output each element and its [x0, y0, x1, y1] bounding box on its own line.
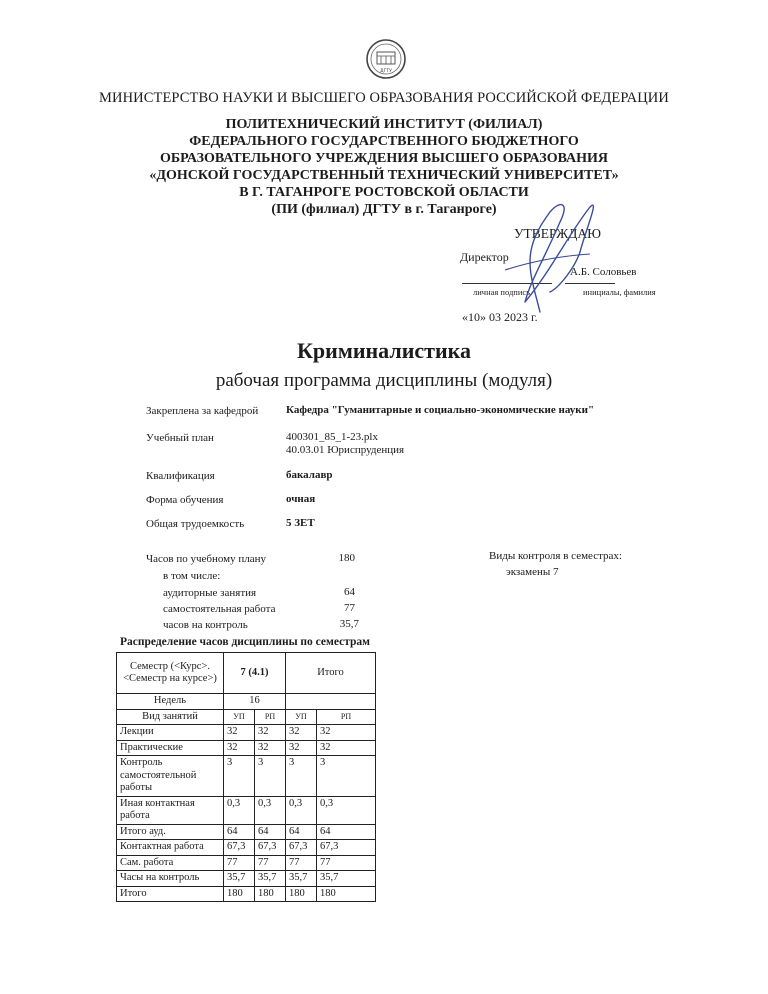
- cell: 0,3: [286, 796, 317, 824]
- cell: 35,7: [224, 871, 255, 887]
- row-label: Итого ауд.: [117, 824, 224, 840]
- cell: 67,3: [224, 840, 255, 856]
- cell: 64: [224, 824, 255, 840]
- info-value: бакалавр: [286, 469, 333, 481]
- hours-including-label: в том числе:: [163, 570, 221, 582]
- info-value-secondary: 40.03.01 Юриспруденция: [286, 444, 405, 456]
- hours-item-value: 77: [344, 602, 355, 614]
- cell: 67,3: [255, 840, 286, 856]
- row-label: Контактная работа: [117, 840, 224, 856]
- total-header: Итого: [286, 653, 376, 694]
- info-label: Учебный план: [146, 432, 214, 444]
- row-label: Сам. работа: [117, 855, 224, 871]
- table-row: [117, 709, 376, 725]
- sub-header: РП: [317, 709, 376, 725]
- director-name: А.Б. Соловьев: [570, 266, 637, 278]
- cell: 180: [224, 886, 255, 902]
- cell: 32: [255, 740, 286, 756]
- table-row: [117, 840, 376, 856]
- sub-header: УП: [286, 709, 317, 725]
- control-label: Виды контроля в семестрах:: [489, 550, 622, 562]
- table-row: [117, 756, 376, 797]
- cell: 77: [255, 855, 286, 871]
- weeks-label: Недель: [117, 694, 224, 710]
- director-label: Директор: [460, 250, 509, 264]
- cell: 32: [224, 725, 255, 741]
- distribution-title: Распределение часов дисциплины по семестрам: [120, 636, 370, 648]
- table-row: [117, 796, 376, 824]
- table-row: [117, 886, 376, 902]
- sub-header: УП: [224, 709, 255, 725]
- university-logo: [365, 38, 407, 80]
- cell: 64: [255, 824, 286, 840]
- row-label: Итого: [117, 886, 224, 902]
- cell: 3: [317, 756, 376, 797]
- discipline-title: Криминалистика: [296, 338, 471, 363]
- cell: 32: [317, 740, 376, 756]
- cell: 32: [317, 725, 376, 741]
- table-row: [117, 740, 376, 756]
- name-caption: инициалы, фамилия: [583, 287, 656, 297]
- document-subtitle: рабочая программа дисциплины (модуля): [215, 370, 553, 391]
- hours-total-label: Часов по учебному плану: [146, 553, 267, 565]
- table-row: [117, 824, 376, 840]
- cell: 77: [224, 855, 255, 871]
- cell: 32: [286, 740, 317, 756]
- cell: 3: [255, 756, 286, 797]
- cell: 35,7: [286, 871, 317, 887]
- row-label: Контроль самостоятельной работы: [117, 756, 224, 797]
- control-value: экзамены 7: [506, 566, 559, 578]
- table-row: [117, 725, 376, 741]
- cell: 35,7: [255, 871, 286, 887]
- approval-date: «10» 03 2023 г.: [462, 310, 538, 324]
- info-value: очная: [286, 493, 316, 505]
- semester-value: 7 (4.1): [224, 653, 286, 694]
- info-label: Общая трудоемкость: [146, 518, 245, 530]
- cell: 3: [286, 756, 317, 797]
- cell: 32: [224, 740, 255, 756]
- approval-label: УТВЕРЖДАЮ: [514, 226, 602, 241]
- signature-caption: личная подпись: [473, 287, 531, 297]
- cell: 67,3: [317, 840, 376, 856]
- type-header: Вид занятий: [117, 709, 224, 725]
- hours-item-label: часов на контроль: [163, 619, 248, 631]
- row-label: Часы на контроль: [117, 871, 224, 887]
- ministry-title: МИНИСТЕРСТВО НАУКИ И ВЫСШЕГО ОБРАЗОВАНИЯ РОССИЙСКОЙ ФЕДЕРАЦИИ: [99, 90, 669, 106]
- cell: 3: [224, 756, 255, 797]
- cell: 180: [255, 886, 286, 902]
- cell: 64: [286, 824, 317, 840]
- info-value: 5 ЗЕТ: [286, 517, 315, 529]
- institute-line: ПОЛИТЕХНИЧЕСКИЙ ИНСТИТУТ (ФИЛИАЛ): [225, 117, 543, 132]
- table-row: [117, 855, 376, 871]
- cell: 64: [317, 824, 376, 840]
- semester-header: Семестр (<Курс>.<Семестр на курсе>): [117, 653, 224, 694]
- cell: 0,3: [317, 796, 376, 824]
- row-label: Лекции: [117, 725, 224, 741]
- hours-item-label: аудиторные занятия: [163, 587, 257, 599]
- weeks-value: 16: [224, 694, 286, 710]
- institute-line: В Г. ТАГАНРОГЕ РОСТОВСКОЙ ОБЛАСТИ: [239, 185, 529, 200]
- institute-line: ФЕДЕРАЛЬНОГО ГОСУДАРСТВЕННОГО БЮДЖЕТНОГО: [189, 134, 579, 149]
- institute-line: ОБРАЗОВАТЕЛЬНОГО УЧРЕЖДЕНИЯ ВЫСШЕГО ОБРАЗОВАНИЯ: [159, 151, 609, 166]
- hours-item-value: 35,7: [339, 618, 359, 630]
- info-label: Квалификация: [146, 470, 215, 482]
- hours-total-value: 180: [338, 552, 355, 564]
- hours-item-value: 64: [344, 586, 355, 598]
- info-value: 400301_85_1-23.plx: [286, 431, 378, 443]
- cell: 180: [286, 886, 317, 902]
- info-label: Форма обучения: [146, 494, 224, 506]
- table-row: [117, 694, 376, 710]
- info-value: Кафедра "Гуманитарные и социально-экономические науки": [286, 404, 595, 416]
- cell: 0,3: [255, 796, 286, 824]
- hours-distribution-table: [116, 652, 376, 902]
- table-row: [117, 871, 376, 887]
- info-label: Закреплена за кафедрой: [146, 405, 259, 417]
- cell: 35,7: [317, 871, 376, 887]
- cell: 77: [317, 855, 376, 871]
- institute-line: (ПИ (филиал) ДГТУ в г. Таганроге): [271, 202, 497, 217]
- row-label: Иная контактная работа: [117, 796, 224, 824]
- cell: 0,3: [224, 796, 255, 824]
- handwritten-signature: [490, 192, 620, 332]
- institute-line: «ДОНСКОЙ ГОСУДАРСТВЕННЫЙ ТЕХНИЧЕСКИЙ УНИВЕРСИТЕТ»: [149, 168, 619, 183]
- cell: 67,3: [286, 840, 317, 856]
- sub-header: РП: [255, 709, 286, 725]
- hours-item-label: самостоятельная работа: [163, 603, 276, 615]
- cell: 32: [286, 725, 317, 741]
- row-label: Практические: [117, 740, 224, 756]
- cell: 180: [317, 886, 376, 902]
- svg-text:ДГТУ: ДГТУ: [380, 69, 392, 74]
- cell: 32: [255, 725, 286, 741]
- cell: 77: [286, 855, 317, 871]
- table-row: [117, 653, 376, 694]
- empty-cell: [286, 694, 376, 710]
